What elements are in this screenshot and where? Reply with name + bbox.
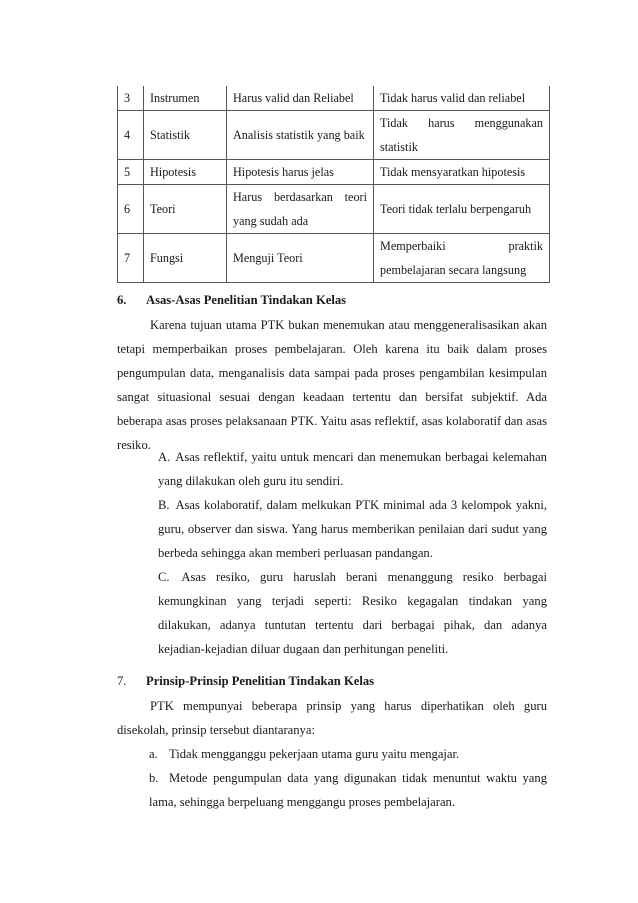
list-item: [158, 565, 547, 661]
list-marker: b.: [149, 771, 159, 785]
section-7-title: Prinsip-Prinsip Penelitian Tindakan Kelas: [146, 674, 375, 688]
row-number: 3: [118, 86, 144, 111]
section-6-number: 6.: [117, 293, 127, 307]
list-item: [149, 766, 547, 814]
row-aspect: Statistik: [144, 111, 227, 160]
row-ptk: Menguji Teori: [227, 234, 374, 283]
list-item: [158, 493, 547, 565]
row-non-ptk: Memperbaiki praktik pembelajaran secara langsung: [374, 234, 550, 283]
row-number: 5: [118, 160, 144, 185]
row-non-ptk: Teori tidak terlalu berpengaruh: [374, 185, 550, 234]
row-aspect: Teori: [144, 185, 227, 234]
list-text: Tidak mengganggu pekerjaan utama guru yaitu mengajar.: [169, 747, 460, 761]
row-ptk: Analisis statistik yang baik: [227, 111, 374, 160]
table-row: [118, 234, 550, 283]
table-row: [118, 86, 550, 111]
list-item: [149, 742, 547, 766]
row-non-ptk: Tidak mensyaratkan hipotesis: [374, 160, 550, 185]
section-7-paragraph: PTK mempunyai beberapa prinsip yang harus diperhatikan oleh guru disekolah, prinsip tersebut diantaranya:: [117, 699, 547, 737]
list-text: Asas resiko, guru haruslah berani menanggung resiko berbagai kemungkinan yang terjadi seperti: Resiko kegagalan tindakan yang dilakukan, adanya tuntutan tertentu dari berbagai pihak, dan adanya kejadian-kejadian diluar dugaan dan perhitungan peneliti.: [158, 570, 547, 656]
list-marker: a.: [149, 747, 158, 761]
row-ptk: Harus valid dan Reliabel: [227, 86, 374, 111]
section-7-heading: [117, 669, 547, 693]
section-6-heading: [117, 288, 547, 312]
list-text: Metode pengumpulan data yang digunakan tidak menuntut waktu yang lama, sehingga berpeluang menggangu proses pembelajaran.: [149, 771, 547, 809]
comparison-table: [117, 86, 550, 283]
list-text: Asas reflektif, yaitu untuk mencari dan menemukan berbagai kelemahan yang dilakukan oleh guru itu sendiri.: [158, 450, 547, 488]
row-ptk: Hipotesis harus jelas: [227, 160, 374, 185]
list-marker: C.: [158, 570, 170, 584]
row-number: 7: [118, 234, 144, 283]
table-row: [118, 185, 550, 234]
row-ptk: Harus berdasarkan teori yang sudah ada: [227, 185, 374, 234]
row-aspect: Fungsi: [144, 234, 227, 283]
row-aspect: Instrumen: [144, 86, 227, 111]
list-marker: B.: [158, 498, 170, 512]
section-7-number: 7.: [117, 674, 127, 688]
list-marker: A.: [158, 450, 171, 464]
list-item: [158, 445, 547, 493]
table-row: [118, 160, 550, 185]
row-number: 6: [118, 185, 144, 234]
section-6-paragraph: Karena tujuan utama PTK bukan menemukan atau menggeneralisasikan akan tetapi memperbaikan proses pembelajaran. Oleh karena itu baik dalam proses pengumpulan data, menganalisis data sampai pada proses pengambilan kesimpulan sangat situasional sesuai dengan keadaan tertentu dan bersifat subjektif. Ada beberapa asas proses pelaksanaan PTK. Yaitu asas reflektif, asas kolaboratif dan asas resiko.: [117, 318, 547, 452]
row-non-ptk: Tidak harus menggunakan statistik: [374, 111, 550, 160]
list-text: Asas kolaboratif, dalam melkukan PTK minimal ada 3 kelompok yakni, guru, observer dan siswa. Yang harus memberikan penilaian dari sudut yang berbeda sehingga akan memberi perluasan pandangan.: [158, 498, 547, 560]
row-aspect: Hipotesis: [144, 160, 227, 185]
row-number: 4: [118, 111, 144, 160]
row-non-ptk: Tidak harus valid dan reliabel: [374, 86, 550, 111]
section-6-title: Asas-Asas Penelitian Tindakan Kelas: [146, 293, 347, 307]
table-row: [118, 111, 550, 160]
